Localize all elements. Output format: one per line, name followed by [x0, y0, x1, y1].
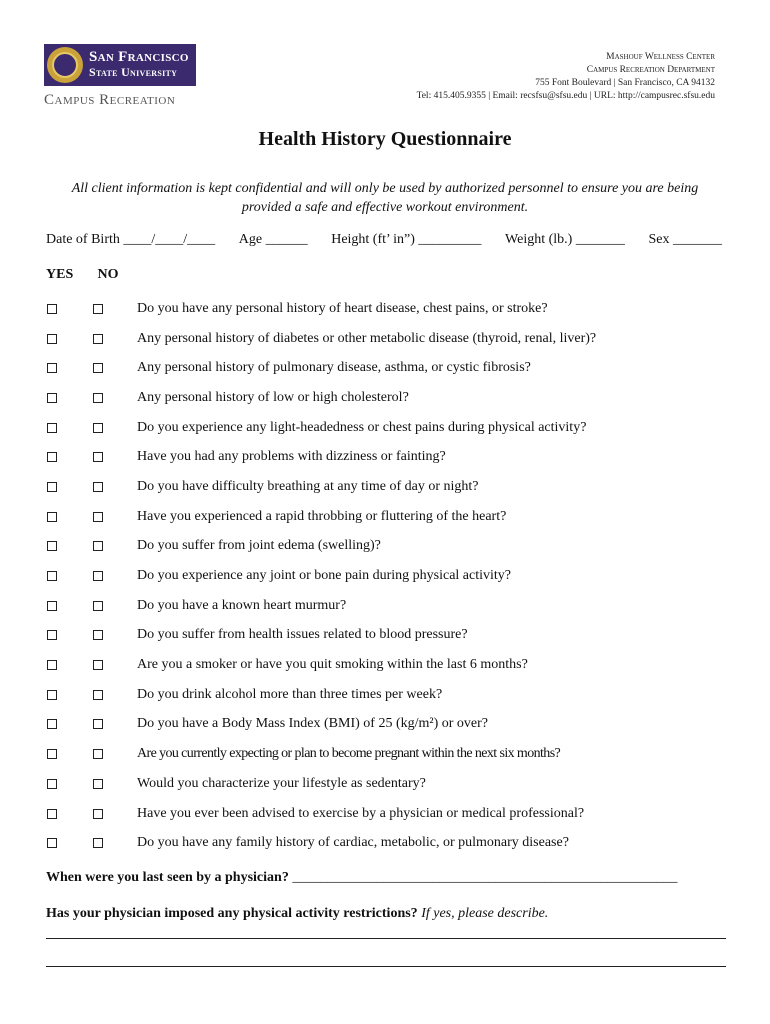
no-checkbox[interactable] — [93, 690, 103, 700]
no-checkbox[interactable] — [93, 660, 103, 670]
yes-checkbox[interactable] — [47, 809, 57, 819]
yes-checkbox[interactable] — [47, 838, 57, 848]
campus-recreation-label: Campus Recreation — [44, 92, 176, 108]
sfsu-logo — [44, 44, 204, 109]
yes-checkbox[interactable] — [47, 393, 57, 403]
question-row — [46, 739, 736, 769]
department-name: Campus Recreation Department — [586, 65, 715, 75]
question-row — [46, 294, 736, 324]
question-row — [46, 680, 736, 710]
last-seen-question — [46, 870, 677, 886]
yes-checkbox[interactable] — [47, 482, 57, 492]
restrictions-hint: If yes, please describe. — [421, 906, 549, 921]
age-field[interactable]: Age ______ — [238, 232, 308, 247]
question-text: Do you drink alcohol more than three times per week? — [137, 686, 443, 702]
question-row — [46, 650, 736, 680]
question-row — [46, 472, 736, 502]
question-row — [46, 828, 736, 858]
yes-checkbox[interactable] — [47, 779, 57, 789]
last-seen-label: When were you last seen by a physician? — [46, 870, 289, 885]
yes-checkbox[interactable] — [47, 304, 57, 314]
no-checkbox[interactable] — [93, 779, 103, 789]
question-row — [46, 502, 736, 532]
question-row — [46, 591, 736, 621]
no-checkbox[interactable] — [93, 304, 103, 314]
question-row — [46, 621, 736, 651]
question-text: Have you ever been advised to exercise by a physician or medical professional? — [137, 805, 585, 821]
question-row — [46, 413, 736, 443]
weight-field[interactable]: Weight (lb.) _______ — [505, 232, 625, 247]
logo-line1: San Francisco — [89, 49, 189, 65]
question-text: Do you experience any light-headedness or chest pains during physical activity? — [137, 419, 587, 435]
question-text: Have you had any problems with dizziness or fainting? — [137, 449, 446, 465]
question-list — [46, 294, 736, 858]
restrictions-label: Has your physician imposed any physical activity restrictions? — [46, 906, 418, 921]
no-checkbox[interactable] — [93, 334, 103, 344]
question-text: Do you have a known heart murmur? — [137, 597, 347, 613]
question-text: Are you a smoker or have you quit smoking within the last 6 months? — [137, 657, 528, 673]
center-name: Mashouf Wellness Center — [606, 52, 715, 62]
page-title: Health History Questionnaire — [258, 128, 512, 150]
yes-checkbox[interactable] — [47, 749, 57, 759]
intro-line-2: provided a safe and effective workout environment. — [241, 200, 529, 215]
dob-field[interactable]: Date of Birth ____/____/____ — [46, 232, 216, 247]
question-row — [46, 710, 736, 740]
no-checkbox[interactable] — [93, 482, 103, 492]
yes-checkbox[interactable] — [47, 512, 57, 522]
question-row — [46, 561, 736, 591]
sex-field[interactable]: Sex _______ — [648, 232, 722, 247]
yes-checkbox[interactable] — [47, 423, 57, 433]
intro-line-1: All client information is kept confidential and will only be used by authorized personnel to ensure you are being — [71, 181, 699, 196]
question-text: Do you have any personal history of heart disease, chest pains, or stroke? — [137, 300, 548, 316]
describe-answer-line-2[interactable] — [46, 966, 726, 967]
last-seen-answer-line[interactable]: _______________________________________________________ — [292, 870, 678, 885]
yes-checkbox[interactable] — [47, 571, 57, 581]
question-text: Any personal history of low or high cholesterol? — [137, 389, 409, 405]
question-text: Do you have a Body Mass Index (BMI) of 25 (kg/m²) or over? — [137, 716, 489, 732]
question-text: Any personal history of pulmonary disease, asthma, or cystic fibrosis? — [137, 360, 531, 376]
no-column-label: NO — [97, 267, 119, 282]
logo-banner — [44, 44, 196, 86]
yes-checkbox[interactable] — [47, 630, 57, 640]
no-checkbox[interactable] — [93, 452, 103, 462]
yes-column-label: YES — [46, 267, 74, 282]
no-checkbox[interactable] — [93, 809, 103, 819]
no-checkbox[interactable] — [93, 571, 103, 581]
question-text: Have you experienced a rapid throbbing or fluttering of the heart? — [137, 508, 507, 524]
height-field[interactable]: Height (ft’ in”) _________ — [331, 232, 482, 247]
question-row — [46, 353, 736, 383]
restrictions-question — [46, 906, 548, 922]
no-checkbox[interactable] — [93, 393, 103, 403]
university-seal-icon — [47, 47, 83, 83]
yes-no-header — [46, 267, 119, 283]
yes-checkbox[interactable] — [47, 601, 57, 611]
logo-line2: State University — [89, 65, 178, 79]
yes-checkbox[interactable] — [47, 363, 57, 373]
contact-info: Tel: 415.405.9355 | Email: recsfsu@sfsu.edu | URL: http://campusrec.sfsu.edu — [416, 91, 715, 101]
client-info-line — [46, 232, 722, 248]
yes-checkbox[interactable] — [47, 541, 57, 551]
describe-answer-line-1[interactable] — [46, 938, 726, 939]
no-checkbox[interactable] — [93, 749, 103, 759]
no-checkbox[interactable] — [93, 363, 103, 373]
question-text: Do you have difficulty breathing at any time of day or night? — [137, 478, 479, 494]
question-text: Do you suffer from joint edema (swelling)? — [137, 538, 381, 554]
no-checkbox[interactable] — [93, 630, 103, 640]
no-checkbox[interactable] — [93, 719, 103, 729]
question-row — [46, 324, 736, 354]
yes-checkbox[interactable] — [47, 719, 57, 729]
confidentiality-note — [40, 179, 730, 217]
question-row — [46, 442, 736, 472]
question-text: Do you experience any joint or bone pain during physical activity? — [137, 568, 512, 584]
yes-checkbox[interactable] — [47, 660, 57, 670]
street-address: 755 Font Boulevard | San Francisco, CA 94132 — [535, 78, 715, 88]
question-text: Any personal history of diabetes or other metabolic disease (thyroid, renal, liver)? — [137, 330, 597, 346]
yes-checkbox[interactable] — [47, 690, 57, 700]
no-checkbox[interactable] — [93, 541, 103, 551]
yes-checkbox[interactable] — [47, 452, 57, 462]
question-row — [46, 769, 736, 799]
question-text: Do you suffer from health issues related to blood pressure? — [137, 627, 468, 643]
question-text: Are you currently expecting or plan to become pregnant within the next six months? — [137, 746, 561, 762]
header-address — [417, 51, 715, 103]
question-row — [46, 532, 736, 562]
question-row — [46, 799, 736, 829]
no-checkbox[interactable] — [93, 512, 103, 522]
no-checkbox[interactable] — [93, 838, 103, 848]
question-text: Would you characterize your lifestyle as sedentary? — [137, 775, 426, 791]
yes-checkbox[interactable] — [47, 334, 57, 344]
question-row — [46, 383, 736, 413]
question-text: Do you have any family history of cardiac, metabolic, or pulmonary disease? — [137, 835, 569, 851]
no-checkbox[interactable] — [93, 423, 103, 433]
no-checkbox[interactable] — [93, 601, 103, 611]
